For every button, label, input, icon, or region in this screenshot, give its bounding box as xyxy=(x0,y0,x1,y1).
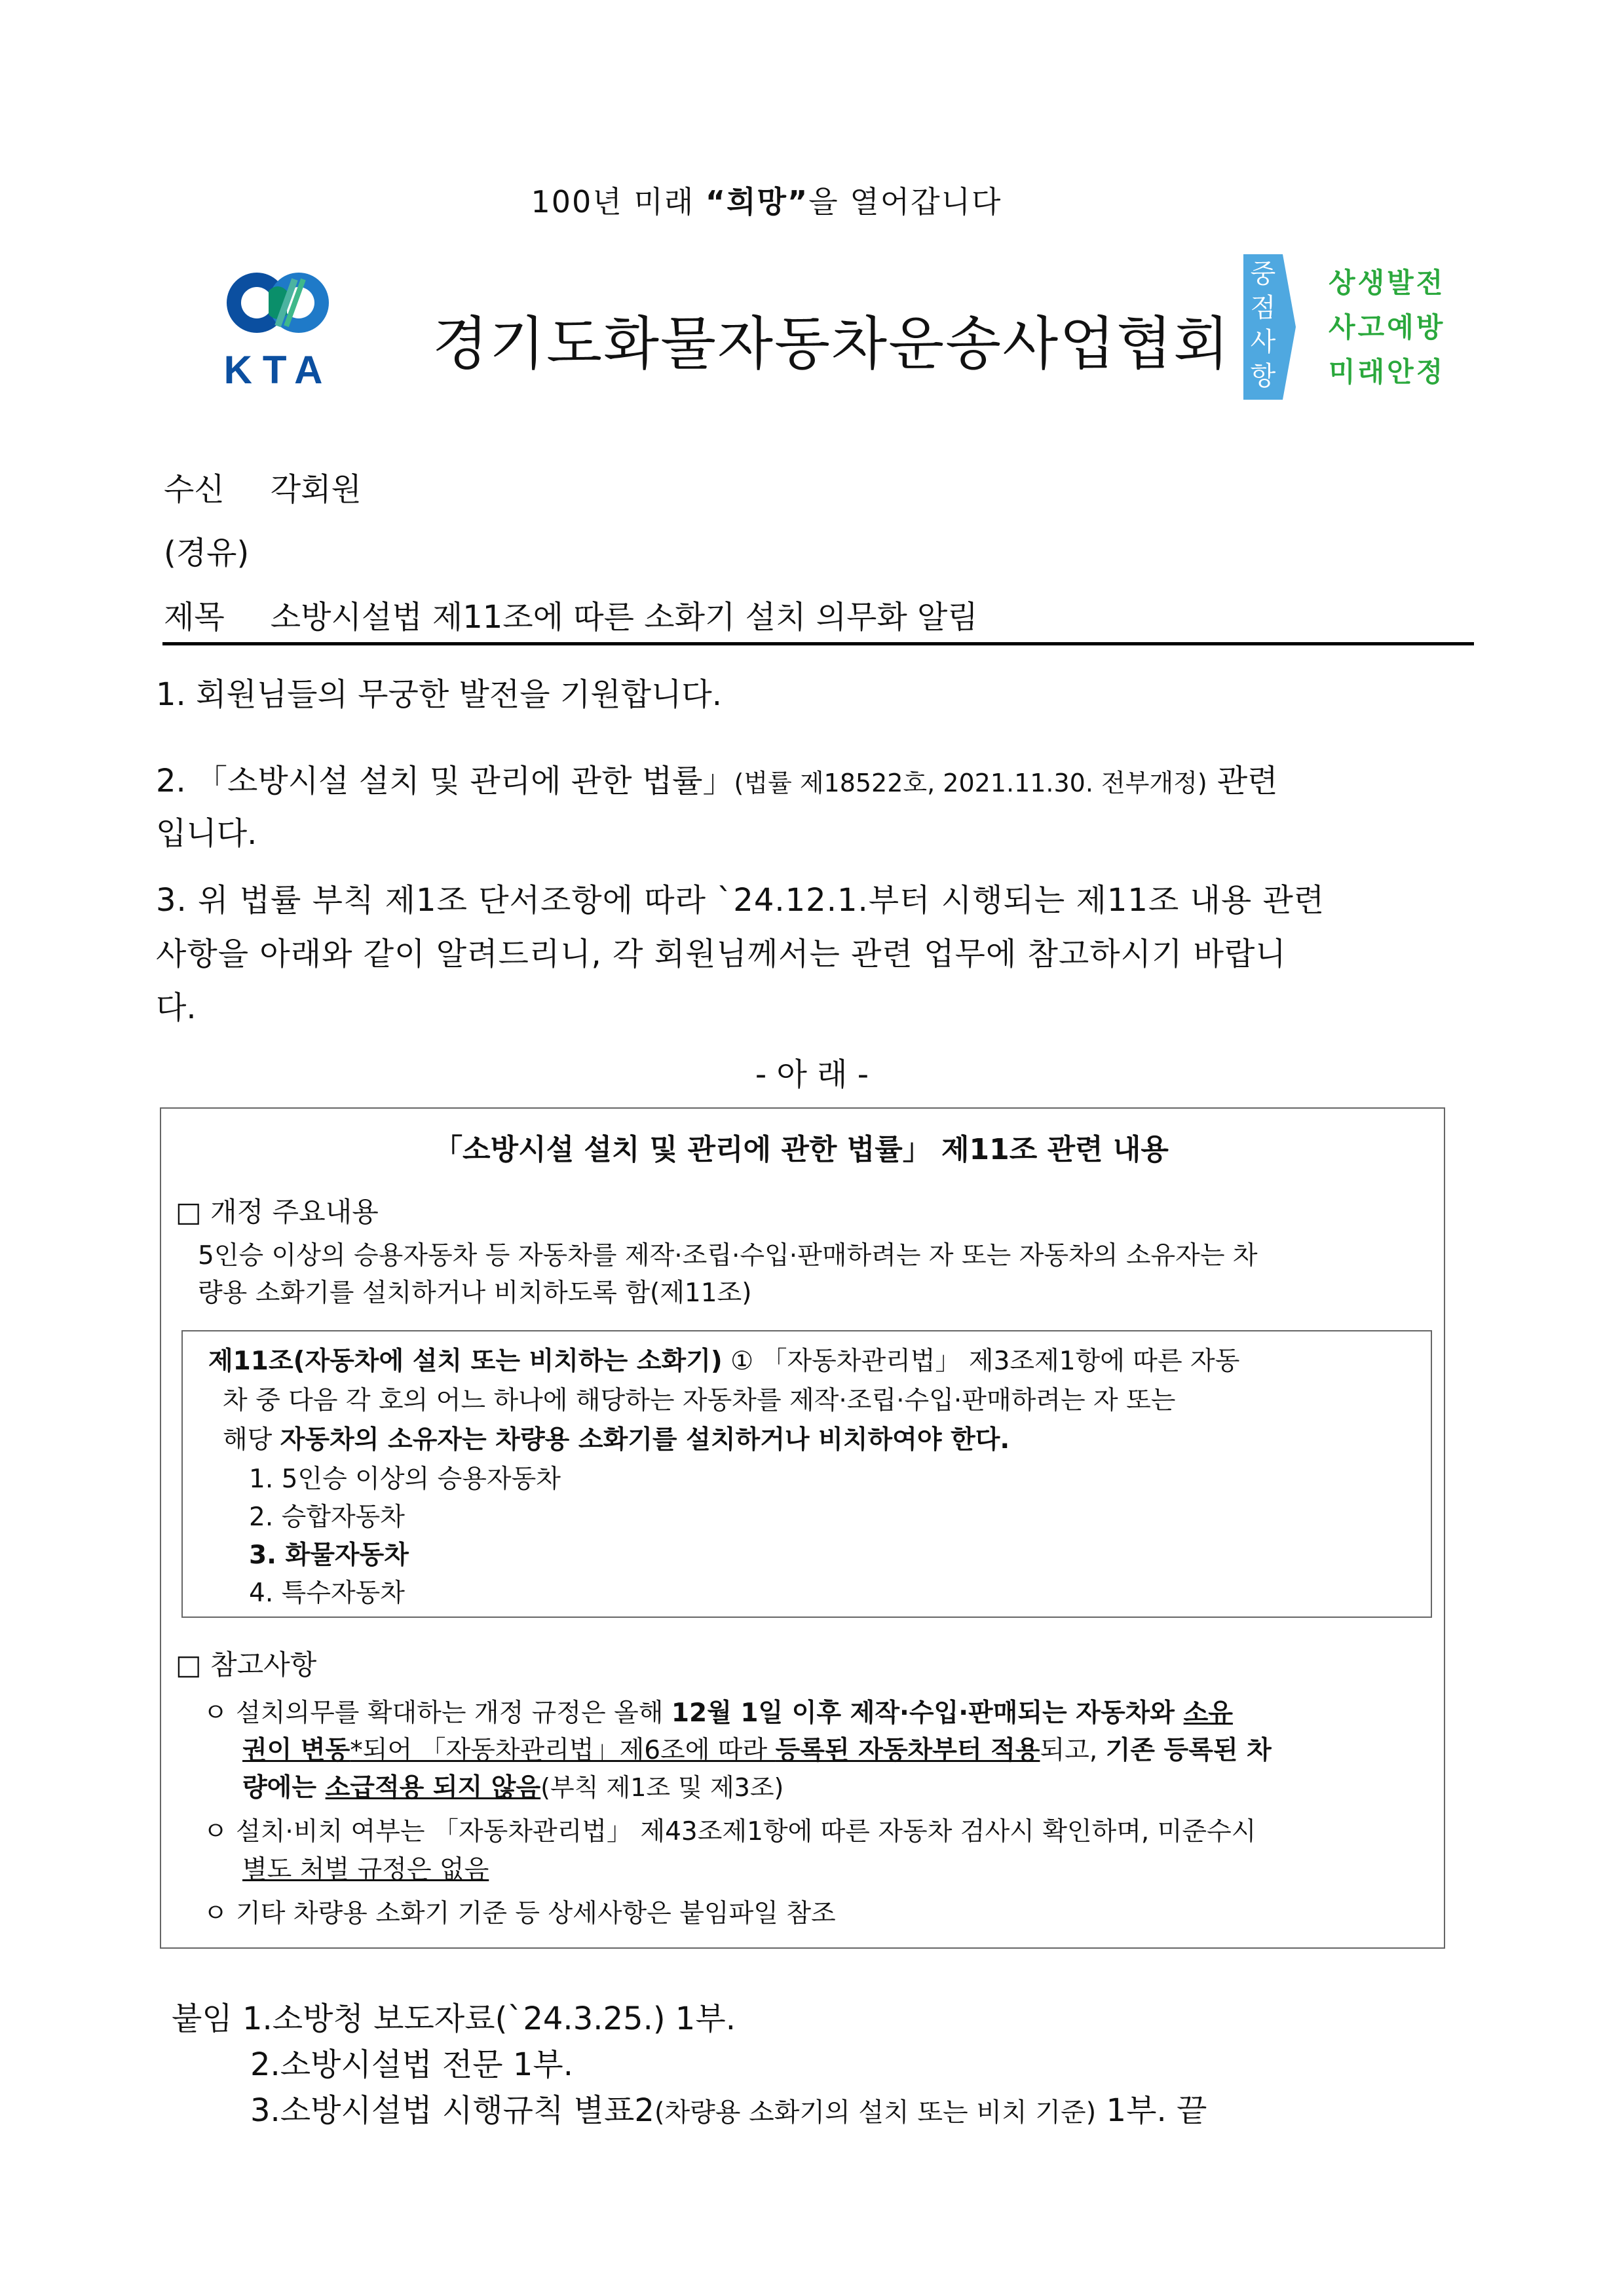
slogan xyxy=(0,178,1533,221)
attachment-2: 2.소방시설법 전문 1부. xyxy=(250,2046,574,2083)
ref1-date: 12월 1일 이후 제작·수입·판매되는 자동차와 xyxy=(671,1698,1184,1728)
reference-1-line-3 xyxy=(242,1767,784,1804)
organization-name: 경기도화물자동차운송사업협회 xyxy=(432,310,1231,377)
badge-char: 사 xyxy=(1250,327,1276,357)
recipient-label: 수신 xyxy=(164,471,225,508)
ref1-vehicles: 량에는 xyxy=(242,1773,326,1803)
ref1-ownership: 소유 xyxy=(1183,1698,1233,1728)
article-line-2: 차 중 다음 각 호의 어느 하나에 해당하는 자동차를 제작·조립·수입·판매하려는 자 또는 xyxy=(223,1386,1176,1415)
ref1-applied: 등록된 자동차부터 적용 xyxy=(775,1736,1040,1765)
paragraph-1: 1. 회원님들의 무궁한 발전을 기원합니다. xyxy=(156,676,722,713)
reference-1-line-2 xyxy=(242,1730,1272,1767)
ref1-connector: 되고, xyxy=(1040,1736,1106,1765)
attachment-3 xyxy=(250,2085,1207,2130)
law-name: 2. 「소방시설 설치 및 관리에 관한 법률」 xyxy=(156,763,734,799)
paragraph-3-line-1: 3. 위 법률 부칙 제1조 단서조항에 따라 `24.12.1.부터 시행되는 제11조 내용 관련 xyxy=(156,882,1325,919)
attachment-3-title: 3.소방시설법 시행규칙 별표2 xyxy=(250,2092,654,2129)
paragraph-2-line-2: 입니다. xyxy=(156,815,257,852)
below-marker: - 아 래 - xyxy=(755,1056,869,1093)
slogan-pre: 100년 미래 xyxy=(531,184,706,220)
badge-char: 항 xyxy=(1250,361,1276,391)
reference-3: ㅇ 기타 차량용 소화기 기준 등 상세사항은 붙임파일 참조 xyxy=(203,1899,836,1928)
ref1-ownership-change: 권이 변동 xyxy=(242,1736,350,1765)
recipient-value: 각회원 xyxy=(270,471,362,508)
article-obligation: 자동차의 소유자는 차량용 소화기를 설치하거나 비치하여야 한다. xyxy=(280,1425,1010,1455)
article-line-1-rest: ① 「자동차관리법」 제3조제1항에 따른 자동 xyxy=(722,1347,1240,1376)
ref1-text: ㅇ 설치의무를 확대하는 개정 규정은 올해 xyxy=(203,1698,671,1728)
reference-2-line-1: ㅇ 설치·비치 여부는 「자동차관리법」 제43조제1항에 따른 자동차 검사시 확인하며, 미준수시 xyxy=(203,1817,1256,1846)
attachment-1: 붙임 1.소방청 보도자료(`24.3.25.) 1부. xyxy=(172,2000,736,2037)
slogan-post: 을 열어갑니다 xyxy=(808,184,1002,220)
priority-line: 사고예방 xyxy=(1329,311,1446,343)
badge-char: 점 xyxy=(1250,293,1276,323)
article-title: 제11조(자동차에 설치 또는 비치하는 소화기) xyxy=(208,1347,723,1376)
article-item: 4. 특수자동차 xyxy=(249,1578,405,1608)
subject-value: 소방시설법 제11조에 따른 소화기 설치 의무화 알림 xyxy=(270,599,978,636)
via-row: (경유) xyxy=(164,535,250,571)
article-item: 2. 승합자동차 xyxy=(249,1502,405,1532)
ref1-citation: (부칙 제1조 및 제3조) xyxy=(540,1773,784,1802)
attachment-3-detail: (차량용 소화기의 설치 또는 비치 기준) xyxy=(654,2097,1097,2128)
law-number: (법률 제18522호, 2021.11.30. 전부개정) xyxy=(734,769,1207,797)
priority-lines xyxy=(1329,261,1445,394)
main-changes-line-1: 5인승 이상의 승용자동차 등 자동차를 제작·조립·수입·판매하려는 자 또는 자동차의 소유자는 차 xyxy=(198,1241,1258,1271)
reference-1-line-1 xyxy=(203,1693,1233,1729)
recipient-row xyxy=(164,464,362,509)
priority-line: 상생발전 xyxy=(1329,267,1446,299)
ref1-registration: *되어 「자동차관리법」제6조에 따라 xyxy=(350,1736,776,1765)
article-line-3 xyxy=(223,1419,1010,1456)
article-item: 3. 화물자동차 xyxy=(249,1540,409,1570)
article-item: 1. 5인승 이상의 승용자동차 xyxy=(249,1464,561,1494)
slogan-bold: “희망” xyxy=(705,184,809,220)
priority-badge-label xyxy=(1243,257,1283,393)
article-line-1 xyxy=(208,1341,1239,1377)
paragraph-3-line-3: 다. xyxy=(156,989,197,1026)
paragraph-3-line-2: 사항을 아래와 같이 알려드리니, 각 회원님께서는 관련 업무에 참고하시기 바랍니 xyxy=(156,936,1287,972)
paragraph-2-line-1 xyxy=(156,754,1278,811)
ref1-existing: 기존 등록된 차 xyxy=(1105,1736,1272,1765)
ref1-not-retroactive: 소급적용 되지 않음 xyxy=(325,1773,541,1803)
section-references: □ 참고사항 xyxy=(176,1649,317,1681)
article-line-3-prefix: 해당 xyxy=(223,1425,280,1455)
notice-title: 「소방시설 설치 및 관리에 관한 법률」 제11조 관련 내용 xyxy=(434,1133,1169,1166)
priority-line: 미래안정 xyxy=(1329,356,1446,388)
section-main-changes: □ 개정 주요내용 xyxy=(176,1196,379,1228)
subject-row xyxy=(164,592,978,637)
kta-logo-text: KTA xyxy=(223,348,333,392)
header-divider xyxy=(162,642,1474,645)
subject-label: 제목 xyxy=(164,599,225,636)
reference-2-line-2: 별도 처벌 규정은 없음 xyxy=(242,1855,489,1885)
attachment-3-end: 1부. 끝 xyxy=(1096,2092,1207,2129)
badge-char: 중 xyxy=(1250,259,1276,289)
kta-logo xyxy=(211,262,342,393)
paragraph-2-suffix: 관련 xyxy=(1207,763,1278,799)
main-changes-line-2: 량용 소화기를 설치하거나 비치하도록 함(제11조) xyxy=(198,1278,752,1308)
